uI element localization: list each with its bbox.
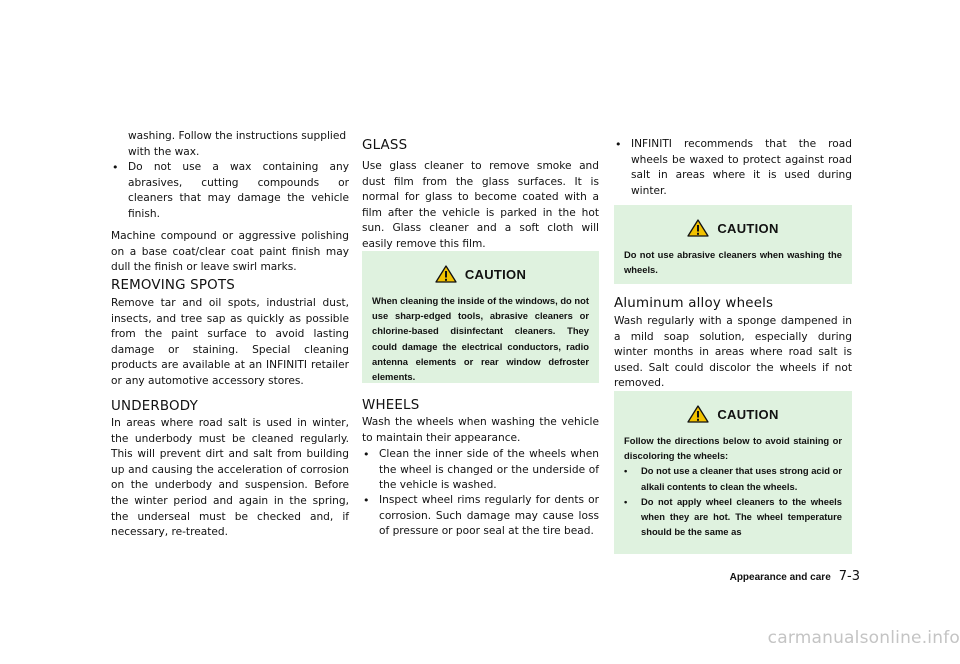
caution-header [614, 205, 852, 241]
removing-spots-text: Remove tar and oil spots, industrial dust, insects, and tree sap as quickly as possible from the paint surface to avoid lasting damage or staining. Special cleaning products are available at an INFINITI retailer or any automotive accessory stores. [111, 297, 349, 387]
watermark: carmanualsonline.info [767, 628, 960, 648]
caution-bullet-hot-wheels: • Do not apply wheel cleaners to the wheels when they are hot. The wheel temperature should be the same as [624, 494, 842, 540]
caution-box-glass [362, 251, 599, 383]
caution-body [614, 427, 852, 547]
glass-text: Use glass cleaner to remove smoke and dust film from the glass surfaces. It is normal for glass to become coated with a film after the vehicle is parked in the hot sun. Glass cleaner and a soft cloth will easily remove this film. [362, 160, 599, 250]
caution-title: CAUTION [717, 406, 779, 422]
page-number: 7-3 [838, 569, 860, 584]
heading-removing-spots: REMOVING SPOTS [111, 278, 235, 293]
caution-title: CAUTION [464, 266, 527, 282]
wax-instruction-continued: washing. Follow the instructions supplied with the wax. [128, 130, 347, 158]
caution-title: CAUTION [717, 220, 779, 236]
caution-box-staining [614, 391, 852, 554]
wheels-bullet-inspect-rims: • Inspect wheel rims regularly for dents or corrosion. Such damage may cause loss of pressure or poor seal at the tire bead. [362, 493, 599, 540]
caution-text: Do not use abrasive cleaners when washing the wheels. [624, 249, 842, 276]
caution-header [362, 251, 599, 287]
caution-intro: Follow the directions below to avoid staining or discoloring the wheels: [624, 435, 842, 462]
alloy-wheels-text: Wash regularly with a sponge dampened in a mild soap solution, especially during winter months in areas where road salt is used. Salt could discolor the wheels if not removed. [614, 315, 852, 390]
heading-wheels: WHEELS [362, 398, 420, 413]
warning-triangle-icon [687, 405, 709, 423]
wheels-text: Wash the wheels when washing the vehicle to maintain their appearance. [362, 416, 599, 444]
heading-glass: GLASS [362, 138, 408, 153]
polish-note: Machine compound or aggressive polishing on a base coat/clear coat paint finish may dull the finish or leave swirl marks. [111, 230, 349, 274]
wax-bullet: • Do not use a wax containing any abrasives, cutting compounds or cleaners that may damage the vehicle finish. [111, 160, 349, 222]
caution-text: When cleaning the inside of the windows, do not use sharp-edged tools, abrasive cleaners or chlorine-based disinfectant cleaners. They could damage the electrical conductors, radio antenna elements or rear window defroster elements. [372, 295, 589, 383]
wheel-wax-bullet: • INFINITI recommends that the road wheels be waxed to protect against road salt in areas where it is used during winter. [614, 137, 852, 199]
caution-box-abrasive [614, 205, 852, 284]
caution-header [614, 391, 852, 427]
wheels-bullet-inner-side: • Clean the inner side of the wheels when the wheel is changed or the underside of the vehicle is washed. [362, 447, 599, 494]
section-title: Appearance and care [729, 572, 831, 583]
heading-underbody: UNDERBODY [111, 399, 198, 414]
page-footer [700, 565, 860, 584]
caution-bullet-strong-acid: • Do not use a cleaner that uses strong acid or alkali contents to clean the wheels. [624, 463, 842, 493]
underbody-text: In areas where road salt is used in winter, the underbody must be cleaned regularly. This will prevent dirt and salt from building up and causing the acceleration of corrosion on the underbody and suspension. Before the winter period and again in the spring, the underseal must be checked and, if necessary, re-treated. [111, 417, 349, 539]
warning-triangle-icon [687, 219, 709, 237]
heading-aluminum-alloy-wheels: Aluminum alloy wheels [614, 296, 774, 311]
warning-triangle-icon [435, 265, 457, 283]
